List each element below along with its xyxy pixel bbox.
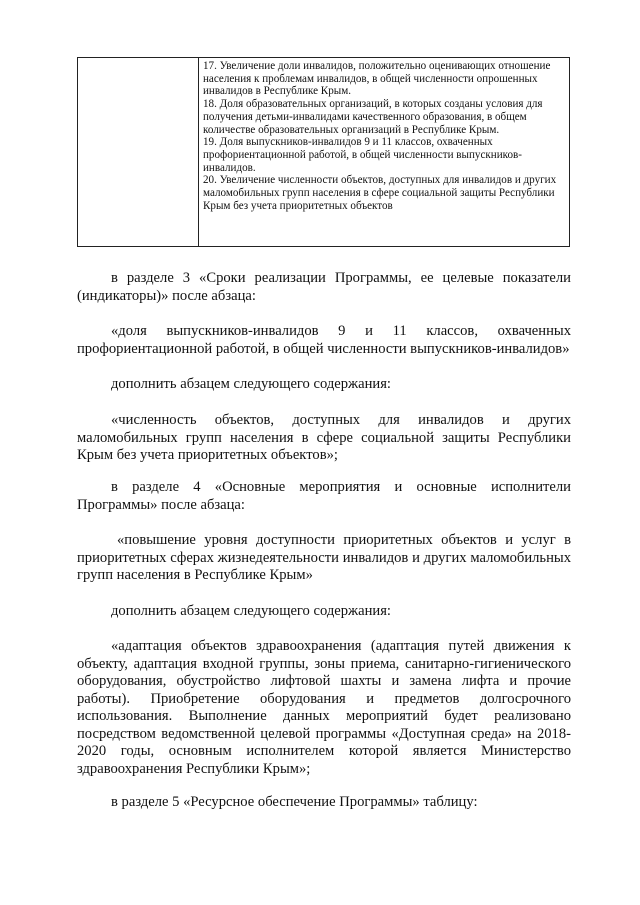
paragraph-section3: в разделе 3 «Сроки реализации Программы, ее целевые показатели (индикаторы)» после абзаца: <box>77 270 571 304</box>
indicator-17: 17. Увеличение доли инвалидов, положительно оценивающих отношение населения к проблемам инвалидов, в общей численности опрошенных инвалидов в Республике Крым. <box>203 60 551 98</box>
paragraph-graduates-quote: «доля выпускников-инвалидов 9 и 11 классов, охваченных профориентационной работой, в общей численности выпускников-инвалидов» <box>77 323 571 357</box>
paragraph-healthcare-quote: «адаптация объектов здравоохранения (адаптация путей движения к объекту, адаптация входной группы, зоны приема, санитарно-гигиенического оборудования, обустройство лифтовой шахты и замена лифта и прочие работы). Приобретение оборудования и предметов долгосрочного использования. Выполнение данных мероприятий будет реализовано посредством ведомственной целевой программы «Доступная среда» на 2018-2020 годы, основным исполнителем которой является Министерство здравоохранения Республики Крым»; <box>77 638 571 777</box>
indicators-table <box>77 57 570 247</box>
indicator-19: 19. Доля выпускников-инвалидов 9 и 11 классов, охваченных профориентационной работой, в общей численности выпускников-инвалидов. <box>203 136 522 174</box>
table-indicators-cell <box>199 58 569 246</box>
paragraph-accessibility-quote: «повышение уровня доступности приоритетных объектов и услуг в приоритетных сферах жизнедеятельности инвалидов и других маломобильных групп населения в Республике Крым» <box>77 532 571 583</box>
paragraph-objects-quote: «численность объектов, доступных для инвалидов и других маломобильных групп населения в сфере социальной защиты Республики Крым без учета приоритетных объектов»; <box>77 412 571 463</box>
indicator-18: 18. Доля образовательных организаций, в которых созданы условия для получения детьми-инвалидами качественного образования, в общем количестве образовательных организаций в Республике Крым. <box>203 98 543 136</box>
paragraph-add-2: дополнить абзацем следующего содержания: <box>111 603 391 619</box>
paragraph-section4: в разделе 4 «Основные мероприятия и основные исполнители Программы» после абзаца: <box>77 479 571 513</box>
paragraph-section5: в разделе 5 «Ресурсное обеспечение Программы» таблицу: <box>111 794 478 810</box>
paragraph-add-1: дополнить абзацем следующего содержания: <box>111 376 391 392</box>
table-empty-cell <box>78 58 199 246</box>
indicator-20: 20. Увеличение численности объектов, доступных для инвалидов и других маломобильных групп населения в сфере социальной защиты Республики Крым без учета приоритетных объектов <box>203 174 557 212</box>
